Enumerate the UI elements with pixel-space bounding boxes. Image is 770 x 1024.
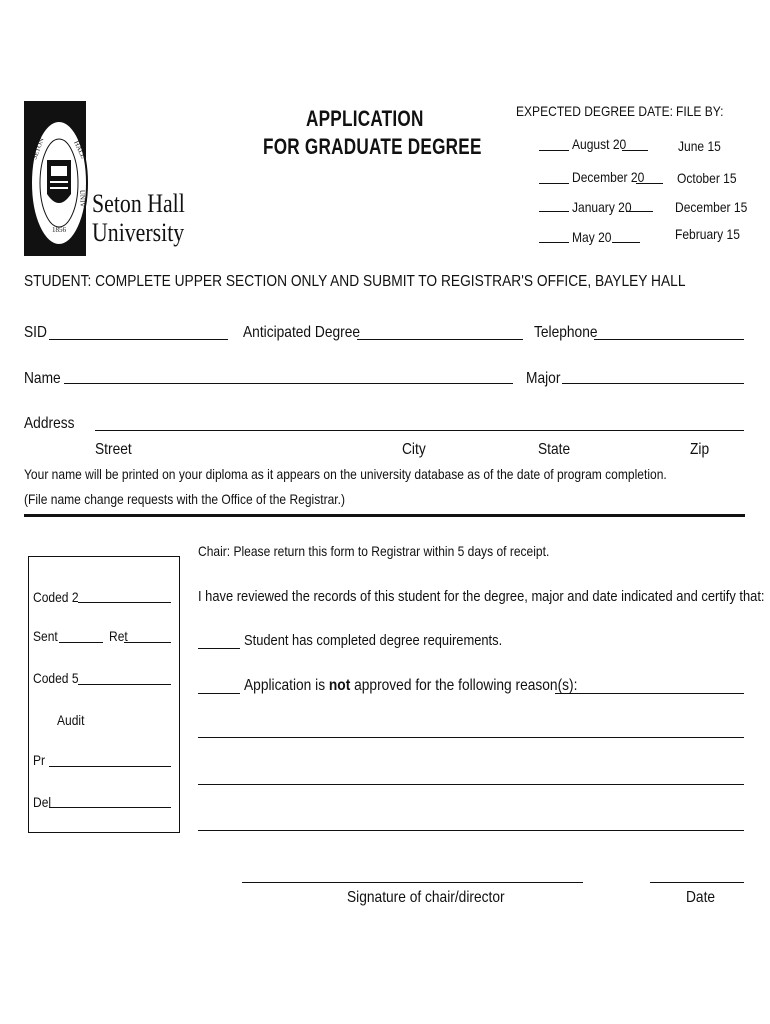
file-by-header: FILE BY: (676, 103, 724, 119)
coded5-field[interactable] (78, 684, 171, 685)
svg-text:SETON: SETON (30, 136, 46, 161)
pr-label: Pr (33, 752, 46, 768)
not-approved-check-line[interactable] (198, 693, 240, 694)
coded2-field[interactable] (78, 602, 171, 603)
sid-label: SID (24, 324, 47, 341)
student-instruction: STUDENT: COMPLETE UPPER SECTION ONLY AND SUBMIT TO REGISTRAR'S OFFICE, BAYLEY HALL (24, 273, 686, 290)
ret-field[interactable] (124, 642, 171, 643)
coded5-label: Coded 5 (33, 670, 79, 686)
address-field[interactable] (95, 430, 744, 431)
diploma-name-notice: Your name will be printed on your diploma as it appears on the university database as of the date of program completion. (24, 466, 667, 482)
date-field[interactable] (650, 882, 744, 883)
major-field[interactable] (562, 383, 744, 384)
name-change-notice: (File name change requests with the Office of the Registrar.) (24, 491, 346, 507)
zip-sublabel: Zip (690, 441, 710, 458)
file-by-june: June 15 (678, 138, 721, 154)
december-year-line[interactable] (636, 183, 663, 184)
august-year-line[interactable] (622, 150, 648, 151)
certify-statement: I have reviewed the records of this student for the degree, major and date indicated and certify that: (198, 588, 765, 605)
degree-date-january: January 20 (572, 199, 632, 215)
major-label: Major (526, 370, 561, 387)
january-year-line[interactable] (626, 211, 653, 212)
reason-field-4[interactable] (198, 830, 744, 831)
chair-instruction: Chair: Please return this form to Registrar within 5 days of receipt. (198, 543, 550, 559)
completed-statement: Student has completed degree requirements. (244, 632, 503, 649)
degree-date-december: December 20 (572, 169, 645, 185)
completed-check-line[interactable] (198, 648, 240, 649)
pr-field[interactable] (49, 766, 171, 767)
reason-field-3[interactable] (198, 784, 744, 785)
reason-field-2[interactable] (198, 737, 744, 738)
svg-text:UNIV: UNIV (78, 189, 87, 208)
expected-degree-date-header: EXPECTED DEGREE DATE: (516, 103, 674, 119)
reason-field-1[interactable] (555, 693, 744, 694)
file-by-december: December 15 (675, 199, 748, 215)
signature-field[interactable] (242, 882, 583, 883)
university-name-line2: University (92, 218, 185, 247)
svg-text:1856: 1856 (52, 226, 66, 234)
sent-field[interactable] (59, 642, 103, 643)
file-by-february: February 15 (675, 226, 740, 242)
coded2-label: Coded 2 (33, 589, 79, 605)
may-checkbox-line[interactable] (539, 242, 569, 243)
may-year-line[interactable] (612, 242, 640, 243)
file-by-october: October 15 (677, 170, 737, 186)
telephone-label: Telephone (534, 324, 598, 341)
signature-label: Signature of chair/director (347, 889, 505, 906)
section-divider (24, 514, 745, 517)
telephone-field[interactable] (594, 339, 744, 340)
form-title-line2: FOR GRADUATE DEGREE (263, 134, 482, 159)
degree-date-may: May 20 (572, 229, 612, 245)
city-sublabel: City (402, 441, 426, 458)
sid-field[interactable] (49, 339, 228, 340)
name-label: Name (24, 370, 61, 387)
del-field[interactable] (49, 807, 171, 808)
university-name (92, 189, 185, 247)
address-label: Address (24, 415, 75, 432)
not-approved-statement (244, 677, 577, 695)
august-checkbox-line[interactable] (539, 150, 569, 151)
state-sublabel: State (538, 441, 571, 458)
anticipated-degree-field[interactable] (357, 339, 523, 340)
not-approved-text-post: approved for the following reason(s): (350, 677, 578, 694)
not-approved-text-pre: Application is (244, 677, 329, 694)
december-checkbox-line[interactable] (539, 183, 569, 184)
january-checkbox-line[interactable] (539, 211, 569, 212)
not-approved-emphasis: not (328, 677, 351, 694)
sent-label: Sent (33, 628, 58, 644)
form-title-line1: APPLICATION (306, 106, 424, 131)
university-name-line1: Seton Hall (92, 189, 185, 218)
svg-text:HALL: HALL (72, 139, 88, 160)
audit-label: Audit (57, 712, 85, 728)
university-seal-icon (30, 120, 88, 246)
name-field[interactable] (64, 383, 513, 384)
del-label: Del (33, 794, 52, 810)
ret-label: Ret (109, 628, 128, 644)
anticipated-degree-label: Anticipated Degree (243, 324, 361, 341)
date-label: Date (686, 889, 716, 906)
degree-date-august: August 20 (572, 136, 627, 152)
street-sublabel: Street (95, 441, 132, 458)
